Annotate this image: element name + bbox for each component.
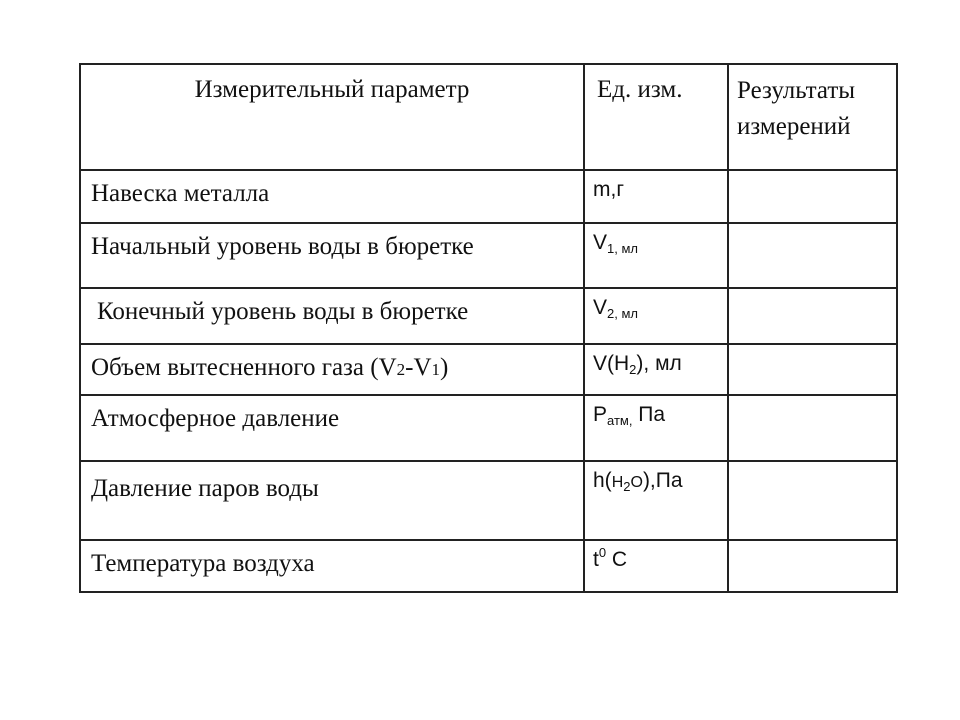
- table-row: [80, 288, 897, 344]
- param-cell: [80, 395, 584, 461]
- param-label: Давление паров воды: [91, 475, 319, 502]
- unit-subscript: атм,: [607, 413, 633, 428]
- header-row: [80, 64, 897, 170]
- unit-label: V(H: [593, 352, 630, 375]
- unit-cell: [584, 288, 728, 344]
- header-results-line2: измерений: [737, 113, 851, 140]
- result-cell[interactable]: [728, 540, 897, 592]
- param-cell: [80, 344, 584, 395]
- unit-cell: [584, 170, 728, 223]
- header-param-cell: [80, 64, 584, 170]
- unit-label: h(: [593, 469, 612, 492]
- result-cell[interactable]: [728, 170, 897, 223]
- table-row: [80, 344, 897, 395]
- unit-subscript: 2: [629, 362, 637, 377]
- unit-label-post: C: [606, 548, 628, 571]
- table-row: [80, 223, 897, 288]
- param-cell: [80, 461, 584, 540]
- header-results-cell: [728, 64, 897, 170]
- param-cell: [80, 223, 584, 288]
- table-row: [80, 395, 897, 461]
- header-unit-cell: [584, 64, 728, 170]
- unit-superscript: 0: [598, 545, 607, 560]
- param-cell: [80, 170, 584, 223]
- param-label-mid: -V: [405, 354, 432, 381]
- param-label: Начальный уровень воды в бюретке: [91, 233, 474, 260]
- unit-cell: [584, 223, 728, 288]
- result-cell[interactable]: [728, 344, 897, 395]
- unit-label-post: Па: [632, 403, 666, 426]
- measurement-table: [79, 63, 898, 593]
- unit-label: V: [593, 231, 608, 254]
- param-label: Конечный уровень воды в бюретке: [97, 298, 469, 325]
- header-unit-label: Ед. изм.: [597, 76, 683, 103]
- param-label-sub1: 2: [396, 360, 406, 379]
- param-label-prefix: Объем вытесненного газа (V: [91, 354, 397, 381]
- unit-label: m,г: [593, 178, 624, 201]
- param-label-suffix: ): [440, 354, 449, 381]
- result-cell[interactable]: [728, 395, 897, 461]
- unit-cell: [584, 461, 728, 540]
- unit-subscript: 2: [623, 479, 631, 494]
- result-cell[interactable]: [728, 288, 897, 344]
- param-label: Температура воздуха: [91, 550, 315, 577]
- header-param-label: Измерительный параметр: [194, 76, 470, 103]
- param-label: Атмосферное давление: [91, 405, 340, 432]
- param-label: Навеска металла: [91, 180, 270, 207]
- result-cell[interactable]: [728, 223, 897, 288]
- unit-cell: [584, 344, 728, 395]
- table-row: [80, 170, 897, 223]
- unit-label: V: [593, 296, 608, 319]
- table-row: [80, 540, 897, 592]
- unit-label: t: [593, 548, 599, 571]
- unit-cell: [584, 540, 728, 592]
- unit-label-post: ),Па: [642, 469, 683, 492]
- table-row: [80, 461, 897, 540]
- unit-label-small2: O: [630, 474, 643, 491]
- unit-cell: [584, 395, 728, 461]
- param-cell: [80, 288, 584, 344]
- unit-label-small1: H: [611, 474, 624, 491]
- param-cell: [80, 540, 584, 592]
- result-cell[interactable]: [728, 461, 897, 540]
- unit-label-post: ), мл: [636, 352, 682, 375]
- unit-label: P: [593, 403, 608, 426]
- unit-subscript: 1, мл: [607, 241, 638, 256]
- param-label-sub2: 1: [431, 360, 441, 379]
- header-results-line1: Результаты: [737, 77, 856, 104]
- unit-subscript: 2, мл: [607, 306, 638, 321]
